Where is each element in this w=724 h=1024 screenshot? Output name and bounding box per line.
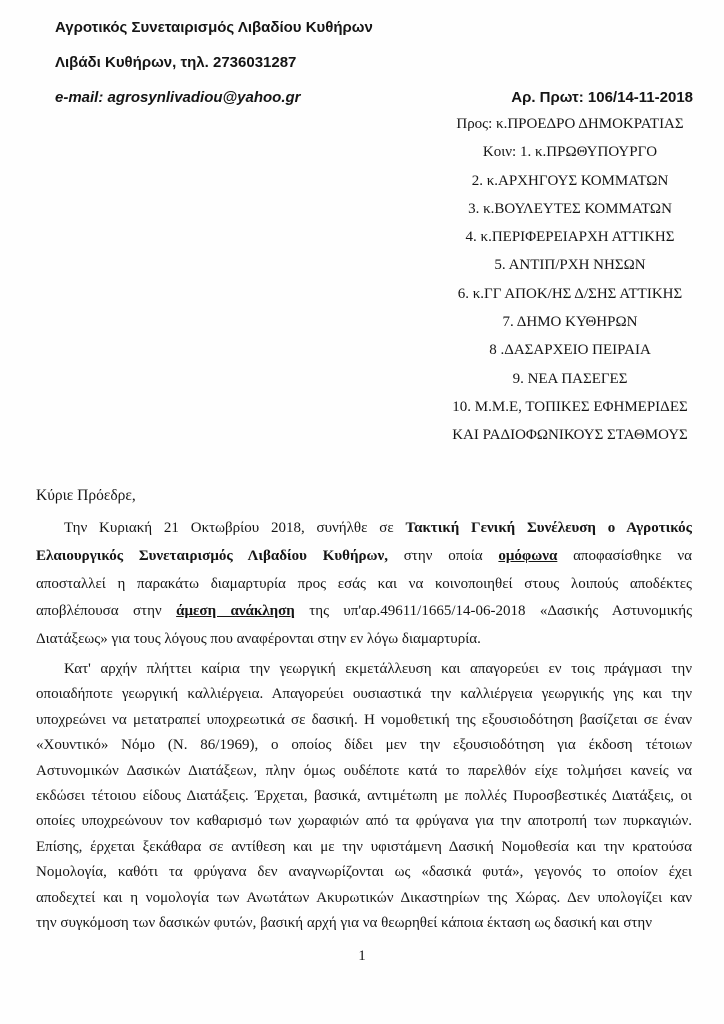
body-line (36, 733, 692, 758)
text-segment: στην οποία (387, 547, 499, 564)
text-segment: αποδεχτεί και η νομολογία των Ανωτάτων Ακυρωτικών Δικαστηρίων της Χώρας. Δεν υπολογίζει καν (36, 889, 692, 906)
recipient-line: Κοιν: 1. κ.ΠΡΩΘΥΠΟΥΡΓΟ (482, 144, 658, 161)
emphasized-text: Ελαιουργικός Συνεταιρισμός Λιβαδίου Κυθήρων, (36, 547, 388, 564)
text-segment: της υπ'αρ.49611/1665/14-06-2018 «Δασικής Αστυνομικής (294, 603, 692, 620)
emphasized-text: άμεση ανάκληση (176, 603, 295, 620)
text-segment: Κατ' αρχήν πλήττει καίρια την γεωργική εκμετάλλευση και απαγορεύει εν τοις πράγμασι την (64, 661, 692, 677)
body-line (36, 911, 692, 936)
salutation: Κύριε Πρόεδρε, (36, 487, 136, 504)
organization-name: Αγροτικός Συνεταιρισμός Λιβαδίου Κυθήρων (55, 19, 373, 36)
organization-email: e-mail: agrosynlivadiou@yahoo.gr (55, 89, 301, 106)
body-line (36, 598, 692, 626)
page-number: 1 (358, 948, 366, 964)
body-paragraph-1 (36, 515, 692, 654)
text-segment: αποσταλλεί η παρακάτω διαμαρτυρία προς εσάς και να κοινοποιηθεί στους λοιπούς αποδέκτες (36, 575, 692, 592)
recipient-line: 2. κ.ΑΡΧΗΓΟΥΣ ΚΟΜΜΑΤΩΝ (471, 172, 669, 189)
recipient-line: 5. ΑΝΤΙΠ/ΡΧΗ ΝΗΣΩΝ (494, 257, 646, 274)
body-line (36, 543, 692, 571)
body-line (36, 784, 692, 809)
recipient-line: ΚΑΙ ΡΑΔΙΟΦΩΝΙΚΟΥΣ ΣΤΑΘΜΟΥΣ (452, 427, 688, 444)
body-line (36, 809, 692, 834)
text-segment: Αστυνομικών Δασικών Διατάξεων, πλην όμως ουδέποτε κατά το παρελθόν είχε τολμήσει κανείς να (36, 762, 692, 779)
emphasized-text: Τακτική Γενική Συνέλευση ο Αγροτικός (405, 520, 692, 536)
text-segment: υποχρεώνει να μετατραπεί υποχρεωτικά σε δασική. Η νομοθετική της εξουσιοδότηση βασίζεται σε έναν (36, 711, 692, 728)
recipient-line: 10. Μ.Μ.Ε, ΤΟΠΙΚΕΣ ΕΦΗΜΕΡΙΔΕΣ (452, 398, 688, 415)
body-line (36, 571, 692, 599)
organization-address-phone: Λιβάδι Κυθήρων, τηλ. 2736031287 (55, 54, 297, 71)
body-line (36, 708, 692, 733)
body-line (36, 759, 692, 784)
body-line (36, 860, 692, 885)
text-segment: Την Κυριακή 21 Οκτωβρίου 2018, συνήλθε σε (64, 520, 406, 536)
recipient-line: 9. ΝΕΑ ΠΑΣΕΓΕΣ (512, 370, 628, 387)
body-line (36, 682, 692, 707)
body-paragraph-2 (36, 657, 692, 936)
recipient-line: Προς: κ.ΠΡΟΕΔΡΟ ΔΗΜΟΚΡΑΤΙΑΣ (456, 116, 684, 132)
text-segment: Νομολογία, καθότι τα φρύγανα δεν αναγνωρίζονται ως «δασικά φυτά», γεγονός το οποίον έχει (36, 864, 692, 881)
emphasized-text: ομόφωνα (498, 547, 558, 564)
body-line (36, 657, 692, 682)
text-segment: την συγκόμοση των δασικών φυτών, βασική αρχή για να θεωρηθεί κάποια έκταση ως δασική και στην (36, 915, 653, 932)
text-segment: οποιαδήποτε γεωργική καλλιέργεια. Απαγορεύει ουσιαστικά την καλλιέργεια γεωργικής γης και την (36, 686, 692, 703)
body-line (36, 886, 692, 911)
text-segment: αποφασίσθηκε να (557, 547, 692, 564)
body-line (36, 626, 692, 654)
body-line (36, 835, 692, 860)
text-segment: Διατάξεως» για τους λόγους που αναφέρονται στην εν λόγω διαμαρτυρία. (36, 631, 481, 648)
recipient-line: 4. κ.ΠΕΡΙΦΕΡΕΙΑΡΧΗ ΑΤΤΙΚΗΣ (465, 229, 675, 246)
protocol-number: Αρ. Πρωτ: 106/14-11-2018 (511, 89, 693, 106)
body-line (36, 515, 692, 543)
text-segment: Επίσης, έρχεται ξεκάθαρα σε αντίθεση και με την υφιστάμενη Δασική Νομοθεσία και την κρατούσα (36, 838, 692, 855)
letterhead (55, 10, 373, 115)
recipient-line: 7. ΔΗΜΟ ΚΥΘΗΡΩΝ (502, 314, 638, 331)
text-segment: αποβλέπουσα στην (36, 603, 177, 620)
recipient-line: 3. κ.ΒΟΥΛΕΥΤΕΣ ΚΟΜΜΑΤΩΝ (468, 200, 672, 217)
recipients-block (420, 110, 720, 450)
text-segment: εκδώσει τέτοιου είδους Διατάξεις. Έρχεται, βασικά, αντιμέτωπη με πολλές Πυροσβεστικές Διατάξεις, οι (36, 788, 692, 805)
text-segment: «Χουντικό» Νόμο (Ν. 86/1969), ο οποίος δίδει μεν την εξουσιοδότηση για έκδοση τέτοιων (36, 737, 692, 754)
recipient-line: 6. κ.ΓΓ ΑΠΟΚ/ΗΣ Δ/ΣΗΣ ΑΤΤΙΚΗΣ (457, 285, 683, 302)
text-segment: οποίες υποχρεώνουν τον καθαρισμό των χωραφιών από τα φρύγανα για την αποτροπή των πυρκαγιών. (36, 813, 692, 830)
recipient-line: 8 .ΔΑΣΑΡΧΕΙΟ ΠΕΙΡΑΙΑ (489, 342, 651, 359)
